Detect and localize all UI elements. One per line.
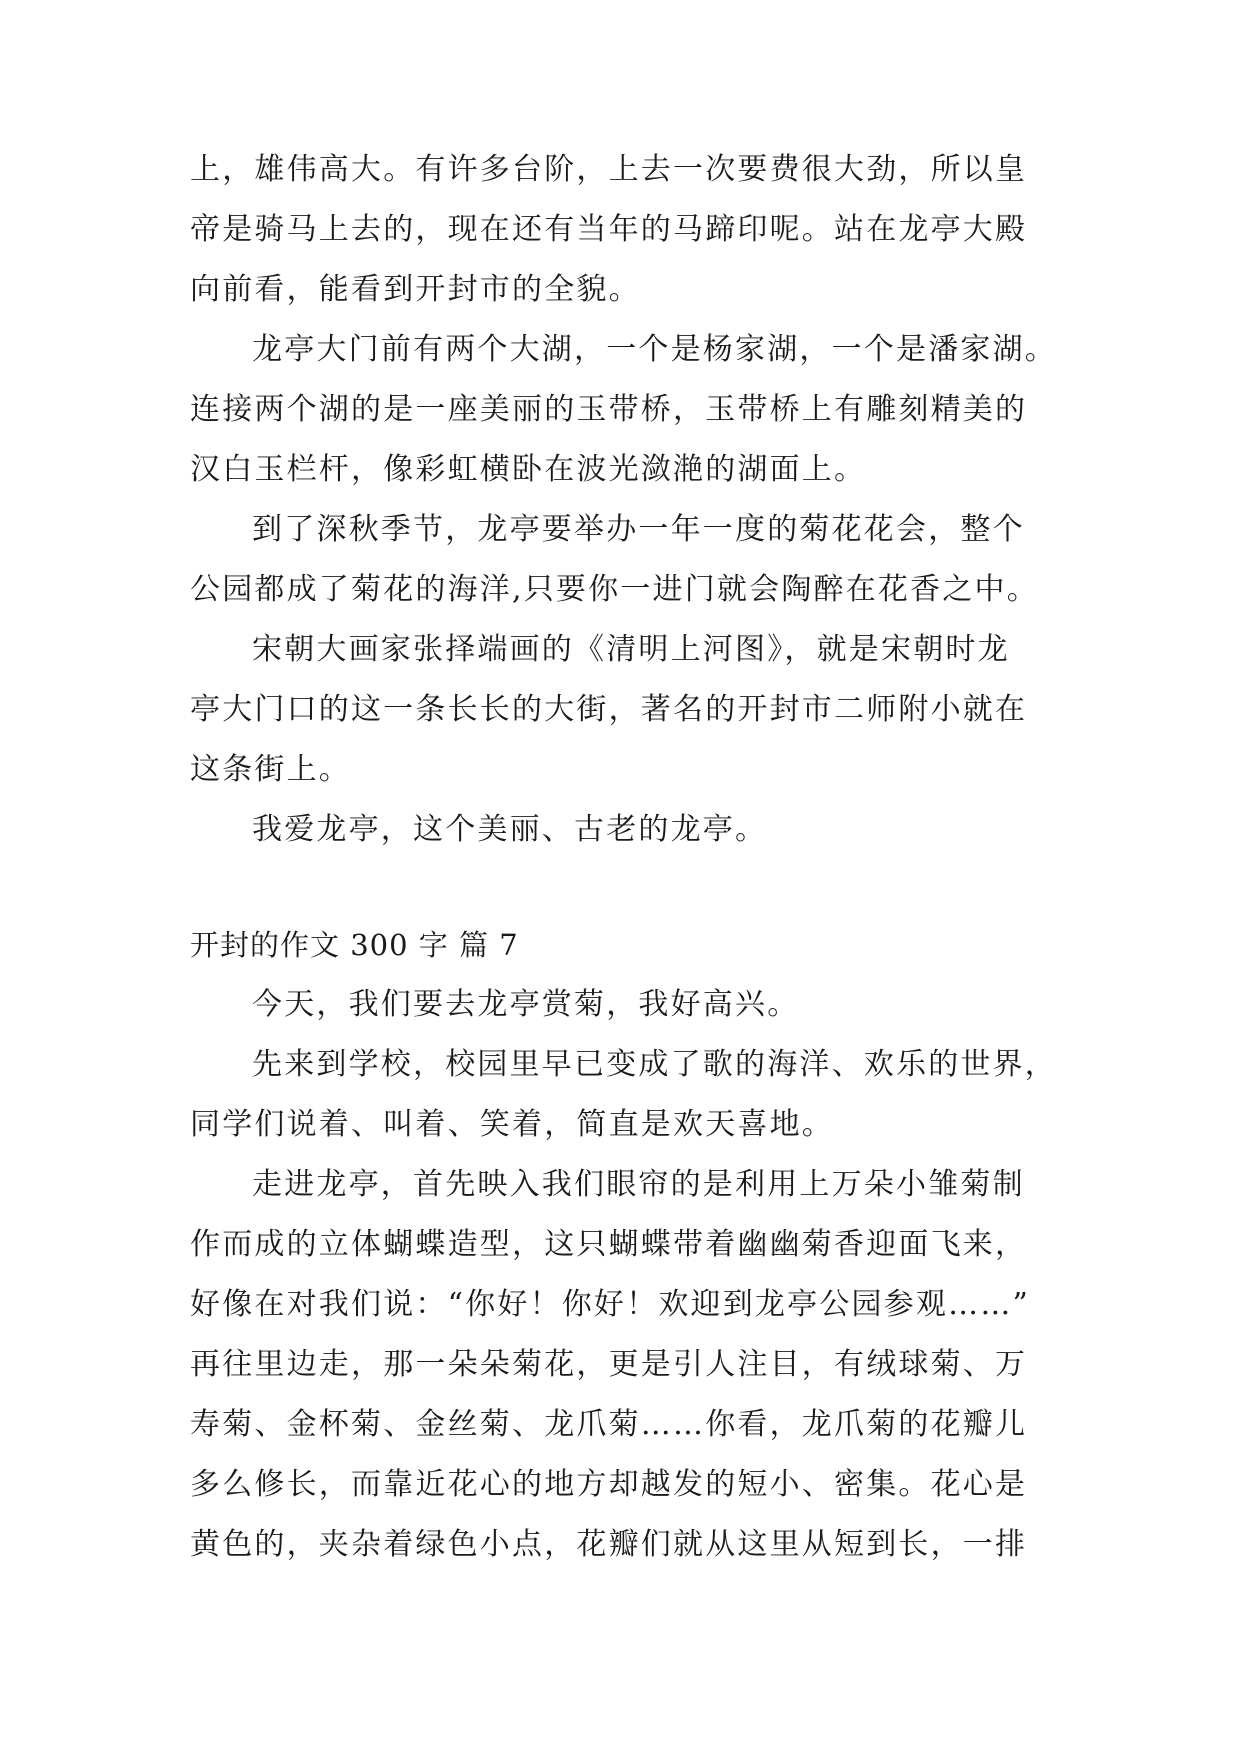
paragraph-line: 到了深秋季节，龙亭要举办一年一度的菊花花会，整个 bbox=[252, 512, 1025, 547]
paragraph-line: 这条街上。 bbox=[190, 752, 351, 787]
paragraph-line: 向前看，能看到开封市的全貌。 bbox=[190, 272, 641, 307]
paragraph-line: 再往里边走，那一朵朵菊花，更是引人注目，有绒球菊、万 bbox=[190, 1347, 1028, 1382]
section-title: 开封的作文 300 字 篇 7 bbox=[190, 928, 519, 962]
paragraph-line: 好像在对我们说：“你好！你好！欢迎到龙亭公园参观……” bbox=[190, 1287, 1031, 1322]
paragraph-line: 帝是骑马上去的，现在还有当年的马蹄印呢。站在龙亭大殿 bbox=[190, 212, 1028, 247]
paragraph-line: 走进龙亭，首先映入我们眼帘的是利用上万朵小雏菊制 bbox=[252, 1167, 1025, 1202]
paragraph-line: 多么修长，而靠近花心的地方却越发的短小、密集。花心是 bbox=[190, 1467, 1028, 1502]
paragraph-line: 龙亭大门前有两个大湖，一个是杨家湖，一个是潘家湖。 bbox=[252, 332, 1057, 367]
paragraph-line: 今天，我们要去龙亭赏菊，我好高兴。 bbox=[252, 987, 800, 1022]
paragraph-line: 宋朝大画家张择端画的《清明上河图》，就是宋朝时龙 bbox=[252, 632, 1010, 667]
paragraph-line: 连接两个湖的是一座美丽的玉带桥，玉带桥上有雕刻精美的 bbox=[190, 392, 1028, 427]
paragraph-line: 同学们说着、叫着、笑着，简直是欢天喜地。 bbox=[190, 1107, 834, 1142]
paragraph-line: 汉白玉栏杆，像彩虹横卧在波光潋滟的湖面上。 bbox=[190, 452, 867, 487]
paragraph-line: 上，雄伟高大。有许多台阶，上去一次要费很大劲，所以皇 bbox=[190, 152, 1028, 187]
paragraph-line: 我爱龙亭，这个美丽、古老的龙亭。 bbox=[252, 812, 768, 847]
paragraph-line: 先来到学校，校园里早已变成了歌的海洋、欢乐的世界， bbox=[252, 1047, 1057, 1082]
paragraph-line: 亭大门口的这一条长长的大街，著名的开封市二师附小就在 bbox=[190, 692, 1028, 727]
paragraph-line: 黄色的，夹杂着绿色小点，花瓣们就从这里从短到长，一排 bbox=[190, 1527, 1028, 1562]
paragraph-line: 作而成的立体蝴蝶造型，这只蝴蝶带着幽幽菊香迎面飞来， bbox=[190, 1227, 1028, 1262]
paragraph-line: 公园都成了菊花的海洋,只要你一进门就会陶醉在花香之中。 bbox=[190, 572, 1039, 607]
paragraph-line: 寿菊、金杯菊、金丝菊、龙爪菊……你看，龙爪菊的花瓣儿 bbox=[190, 1407, 1028, 1442]
